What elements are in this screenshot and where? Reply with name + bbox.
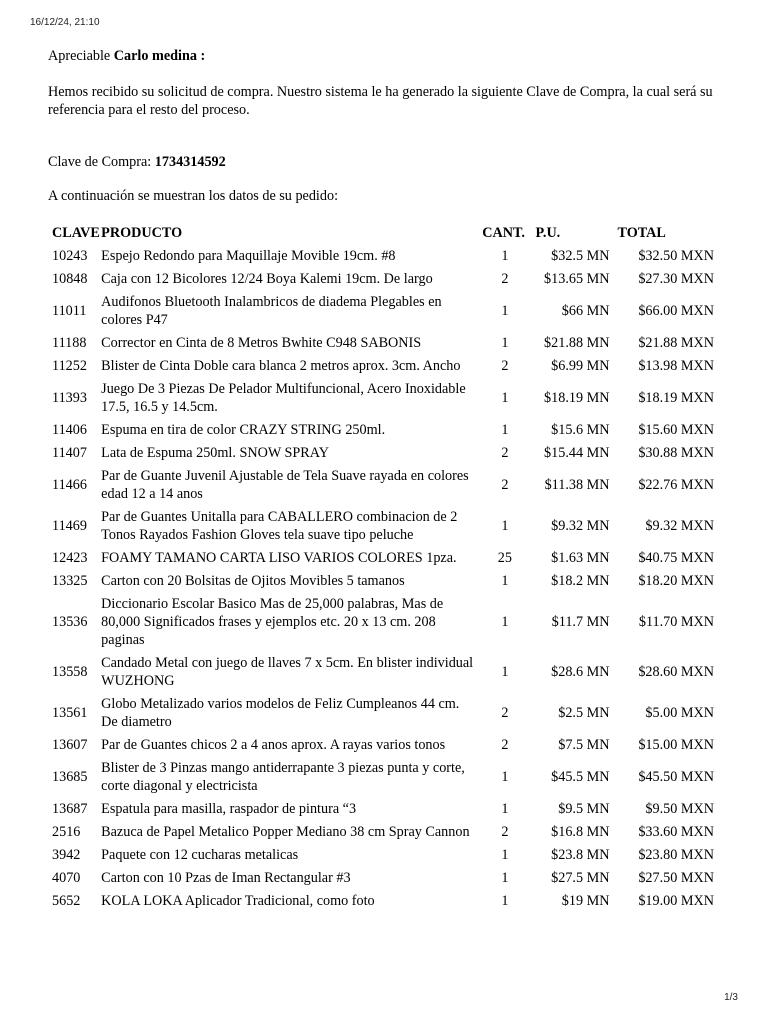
cell-producto: Juego De 3 Piezas De Pelador Multifuncional, Acero Inoxidable 17.5, 16.5 y 14.5cm. bbox=[101, 381, 466, 415]
header-pu: P.U. bbox=[535, 225, 561, 241]
cell-cant: 1 bbox=[501, 769, 509, 785]
table-row bbox=[48, 652, 718, 693]
cell-total: $9.50 MXN bbox=[645, 801, 714, 817]
header-clave: CLAVE bbox=[52, 225, 100, 241]
cell-total: $23.80 MXN bbox=[638, 847, 714, 863]
cell-cant: 1 bbox=[501, 422, 509, 438]
cell-pu: $7.5 MN bbox=[558, 737, 610, 753]
cell-clave: 3942 bbox=[52, 847, 81, 863]
cell-cant: 1 bbox=[501, 847, 509, 863]
cell-clave: 4070 bbox=[52, 870, 81, 886]
cell-total: $33.60 MXN bbox=[638, 824, 714, 840]
cell-producto: KOLA LOKA Aplicador Tradicional, como foto bbox=[101, 893, 375, 909]
cell-cant: 2 bbox=[501, 477, 509, 493]
table-row bbox=[48, 419, 718, 442]
table-row bbox=[48, 844, 718, 867]
cell-cant: 1 bbox=[501, 335, 509, 351]
cell-pu: $1.63 MN bbox=[551, 550, 610, 566]
cell-pu: $11.7 MN bbox=[551, 614, 610, 630]
customer-name: Carlo medina : bbox=[113, 48, 206, 64]
cell-pu: $27.5 MN bbox=[551, 870, 610, 886]
cell-total: $40.75 MXN bbox=[638, 550, 714, 566]
cell-clave: 13687 bbox=[52, 801, 88, 817]
cell-total: $30.88 MXN bbox=[638, 445, 714, 461]
cell-producto: Carton con 20 Bolsitas de Ojitos Movibles 5 tamanos bbox=[101, 573, 405, 589]
cell-cant: 2 bbox=[501, 705, 509, 721]
cell-cant: 1 bbox=[501, 390, 509, 406]
cell-cant: 2 bbox=[501, 358, 509, 374]
cell-total: $32.50 MXN bbox=[638, 248, 714, 264]
cell-pu: $16.8 MN bbox=[551, 824, 610, 840]
cell-pu: $2.5 MN bbox=[558, 705, 610, 721]
cell-producto: Par de Guantes chicos 2 a 4 anos aprox. A rayas varios tonos bbox=[101, 737, 446, 753]
cell-pu: $9.5 MN bbox=[558, 801, 610, 817]
page-number: 1/3 bbox=[724, 992, 738, 1003]
table-row bbox=[48, 890, 718, 913]
cell-producto: Blister de Cinta Doble cara blanca 2 metros aprox. 3cm. Ancho bbox=[101, 358, 461, 374]
cell-producto: Caja con 12 Bicolores 12/24 Boya Kalemi 19cm. De largo bbox=[101, 271, 433, 287]
cell-total: $66.00 MXN bbox=[638, 303, 714, 319]
cell-producto: Diccionario Escolar Basico Mas de 25,000 palabras, Mas de 80,000 Significados frases y ejemplos etc. 20 x 13 cm. 208 paginas bbox=[101, 596, 444, 648]
cell-clave: 11188 bbox=[52, 335, 87, 351]
table-row bbox=[48, 442, 718, 465]
cell-clave: 11466 bbox=[52, 477, 87, 493]
cell-clave: 10848 bbox=[52, 271, 88, 287]
cell-total: $5.00 MXN bbox=[645, 705, 714, 721]
cell-cant: 1 bbox=[501, 518, 509, 534]
table-row bbox=[48, 593, 718, 652]
cell-cant: 2 bbox=[501, 445, 509, 461]
table-header-row bbox=[48, 222, 718, 245]
header-total: TOTAL bbox=[617, 225, 666, 241]
cell-clave: 11011 bbox=[52, 303, 87, 319]
table-row bbox=[48, 734, 718, 757]
table-row bbox=[48, 291, 718, 332]
cell-producto: Carton con 10 Pzas de Iman Rectangular #3 bbox=[101, 870, 351, 886]
cell-cant: 2 bbox=[501, 824, 509, 840]
cell-pu: $15.6 MN bbox=[551, 422, 610, 438]
cell-cant: 2 bbox=[501, 271, 509, 287]
cell-cant: 1 bbox=[501, 893, 509, 909]
cell-clave: 10243 bbox=[52, 248, 88, 264]
table-row bbox=[48, 757, 718, 798]
cell-cant: 1 bbox=[501, 303, 509, 319]
purchase-key bbox=[48, 153, 718, 171]
cell-producto: Corrector en Cinta de 8 Metros Bwhite C948 SABONIS bbox=[101, 335, 422, 351]
cell-producto: Bazuca de Papel Metalico Popper Mediano 38 cm Spray Cannon bbox=[101, 824, 470, 840]
cell-clave: 11406 bbox=[52, 422, 87, 438]
cell-pu: $18.19 MN bbox=[544, 390, 610, 406]
cell-total: $28.60 MXN bbox=[638, 664, 714, 680]
cell-clave: 13607 bbox=[52, 737, 88, 753]
cell-cant: 25 bbox=[497, 550, 512, 566]
cell-producto: Lata de Espuma 250ml. SNOW SPRAY bbox=[101, 445, 329, 461]
cell-total: $15.60 MXN bbox=[638, 422, 714, 438]
table-body bbox=[48, 245, 718, 913]
cell-cant: 1 bbox=[501, 664, 509, 680]
cell-producto: Paquete con 12 cucharas metalicas bbox=[101, 847, 299, 863]
purchase-key-value: 1734314592 bbox=[154, 154, 226, 170]
cell-total: $13.98 MXN bbox=[638, 358, 714, 374]
cell-pu: $9.32 MN bbox=[551, 518, 610, 534]
cell-clave: 11407 bbox=[52, 445, 87, 461]
cell-producto: Espuma en tira de color CRAZY STRING 250ml. bbox=[101, 422, 386, 438]
table-row bbox=[48, 465, 718, 506]
header-cant: CANT. bbox=[482, 225, 525, 241]
cell-total: $22.76 MXN bbox=[638, 477, 714, 493]
table-row bbox=[48, 867, 718, 890]
cell-total: $18.20 MXN bbox=[638, 573, 714, 589]
print-date: 16/12/24, 21:10 bbox=[30, 17, 100, 28]
cell-total: $18.19 MXN bbox=[638, 390, 714, 406]
table-row bbox=[48, 821, 718, 844]
cell-total: $15.00 MXN bbox=[638, 737, 714, 753]
cell-clave: 12423 bbox=[52, 550, 88, 566]
cell-total: $11.70 MXN bbox=[638, 614, 714, 630]
cell-total: $45.50 MXN bbox=[638, 769, 714, 785]
table-row bbox=[48, 268, 718, 291]
cell-producto: Blister de 3 Pinzas mango antiderrapante 3 piezas punta y corte, corte diagonal y electricista bbox=[101, 760, 465, 794]
cell-total: $9.32 MXN bbox=[645, 518, 714, 534]
cell-total: $27.50 MXN bbox=[638, 870, 714, 886]
cell-producto: Espatula para masilla, raspador de pintura “3 bbox=[101, 801, 357, 817]
table-row bbox=[48, 547, 718, 570]
cell-producto: Audifonos Bluetooth Inalambricos de diadema Plegables en colores P47 bbox=[101, 294, 442, 328]
cell-pu: $21.88 MN bbox=[544, 335, 610, 351]
cell-pu: $11.38 MN bbox=[544, 477, 610, 493]
cell-clave: 13536 bbox=[52, 614, 88, 630]
cell-producto: Espejo Redondo para Maquillaje Movible 19cm. #8 bbox=[101, 248, 396, 264]
cell-producto: Par de Guante Juvenil Ajustable de Tela Suave rayada en colores edad 12 a 14 anos bbox=[101, 468, 469, 502]
cell-clave: 13325 bbox=[52, 573, 88, 589]
purchase-key-label: Clave de Compra: bbox=[48, 154, 155, 170]
cell-pu: $66 MN bbox=[561, 303, 610, 319]
cell-producto: FOAMY TAMANO CARTA LISO VARIOS COLORES 1pza. bbox=[101, 550, 457, 566]
cell-cant: 1 bbox=[501, 870, 509, 886]
cell-pu: $19 MN bbox=[561, 893, 610, 909]
table-row bbox=[48, 506, 718, 547]
greeting-prefix: Apreciable bbox=[48, 48, 114, 64]
cell-cant: 1 bbox=[501, 614, 509, 630]
table-row bbox=[48, 332, 718, 355]
letter-body bbox=[48, 47, 718, 205]
table-row bbox=[48, 693, 718, 734]
cell-clave: 11469 bbox=[52, 518, 87, 534]
cell-clave: 13685 bbox=[52, 769, 88, 785]
greeting bbox=[48, 47, 718, 65]
table-row bbox=[48, 355, 718, 378]
cell-clave: 13561 bbox=[52, 705, 88, 721]
cell-clave: 11252 bbox=[52, 358, 87, 374]
cell-producto: Candado Metal con juego de llaves 7 x 5cm. En blister individual WUZHONG bbox=[101, 655, 474, 689]
order-table bbox=[48, 222, 718, 913]
cell-cant: 1 bbox=[501, 801, 509, 817]
cell-clave: 2516 bbox=[52, 824, 81, 840]
intro-paragraph: Hemos recibido su solicitud de compra. Nuestro sistema le ha generado la siguiente Clave de Compra, la cual será su referencia para el resto del proceso. bbox=[48, 84, 713, 118]
table-row bbox=[48, 245, 718, 268]
cell-cant: 2 bbox=[501, 737, 509, 753]
cell-pu: $6.99 MN bbox=[551, 358, 610, 374]
cell-total: $27.30 MXN bbox=[638, 271, 714, 287]
cell-total: $19.00 MXN bbox=[638, 893, 714, 909]
cell-pu: $15.44 MN bbox=[544, 445, 610, 461]
cell-clave: 5652 bbox=[52, 893, 81, 909]
cell-pu: $28.6 MN bbox=[551, 664, 610, 680]
cell-cant: 1 bbox=[501, 248, 509, 264]
cell-pu: $13.65 MN bbox=[544, 271, 610, 287]
cell-pu: $45.5 MN bbox=[551, 769, 610, 785]
cell-clave: 13558 bbox=[52, 664, 88, 680]
table-row bbox=[48, 378, 718, 419]
cell-producto: Par de Guantes Unitalla para CABALLERO combinacion de 2 Tonos Rayados Fashion Gloves tela suave tipo peluche bbox=[101, 509, 458, 543]
cell-clave: 11393 bbox=[52, 390, 87, 406]
cell-pu: $18.2 MN bbox=[551, 573, 610, 589]
table-row bbox=[48, 570, 718, 593]
cell-pu: $23.8 MN bbox=[551, 847, 610, 863]
order-lead-text: A continuación se muestran los datos de su pedido: bbox=[48, 188, 339, 204]
cell-pu: $32.5 MN bbox=[551, 248, 610, 264]
table-row bbox=[48, 798, 718, 821]
header-producto: PRODUCTO bbox=[101, 225, 183, 241]
cell-cant: 1 bbox=[501, 573, 509, 589]
cell-total: $21.88 MXN bbox=[638, 335, 714, 351]
cell-producto: Globo Metalizado varios modelos de Feliz Cumpleanos 44 cm. De diametro bbox=[101, 696, 460, 730]
